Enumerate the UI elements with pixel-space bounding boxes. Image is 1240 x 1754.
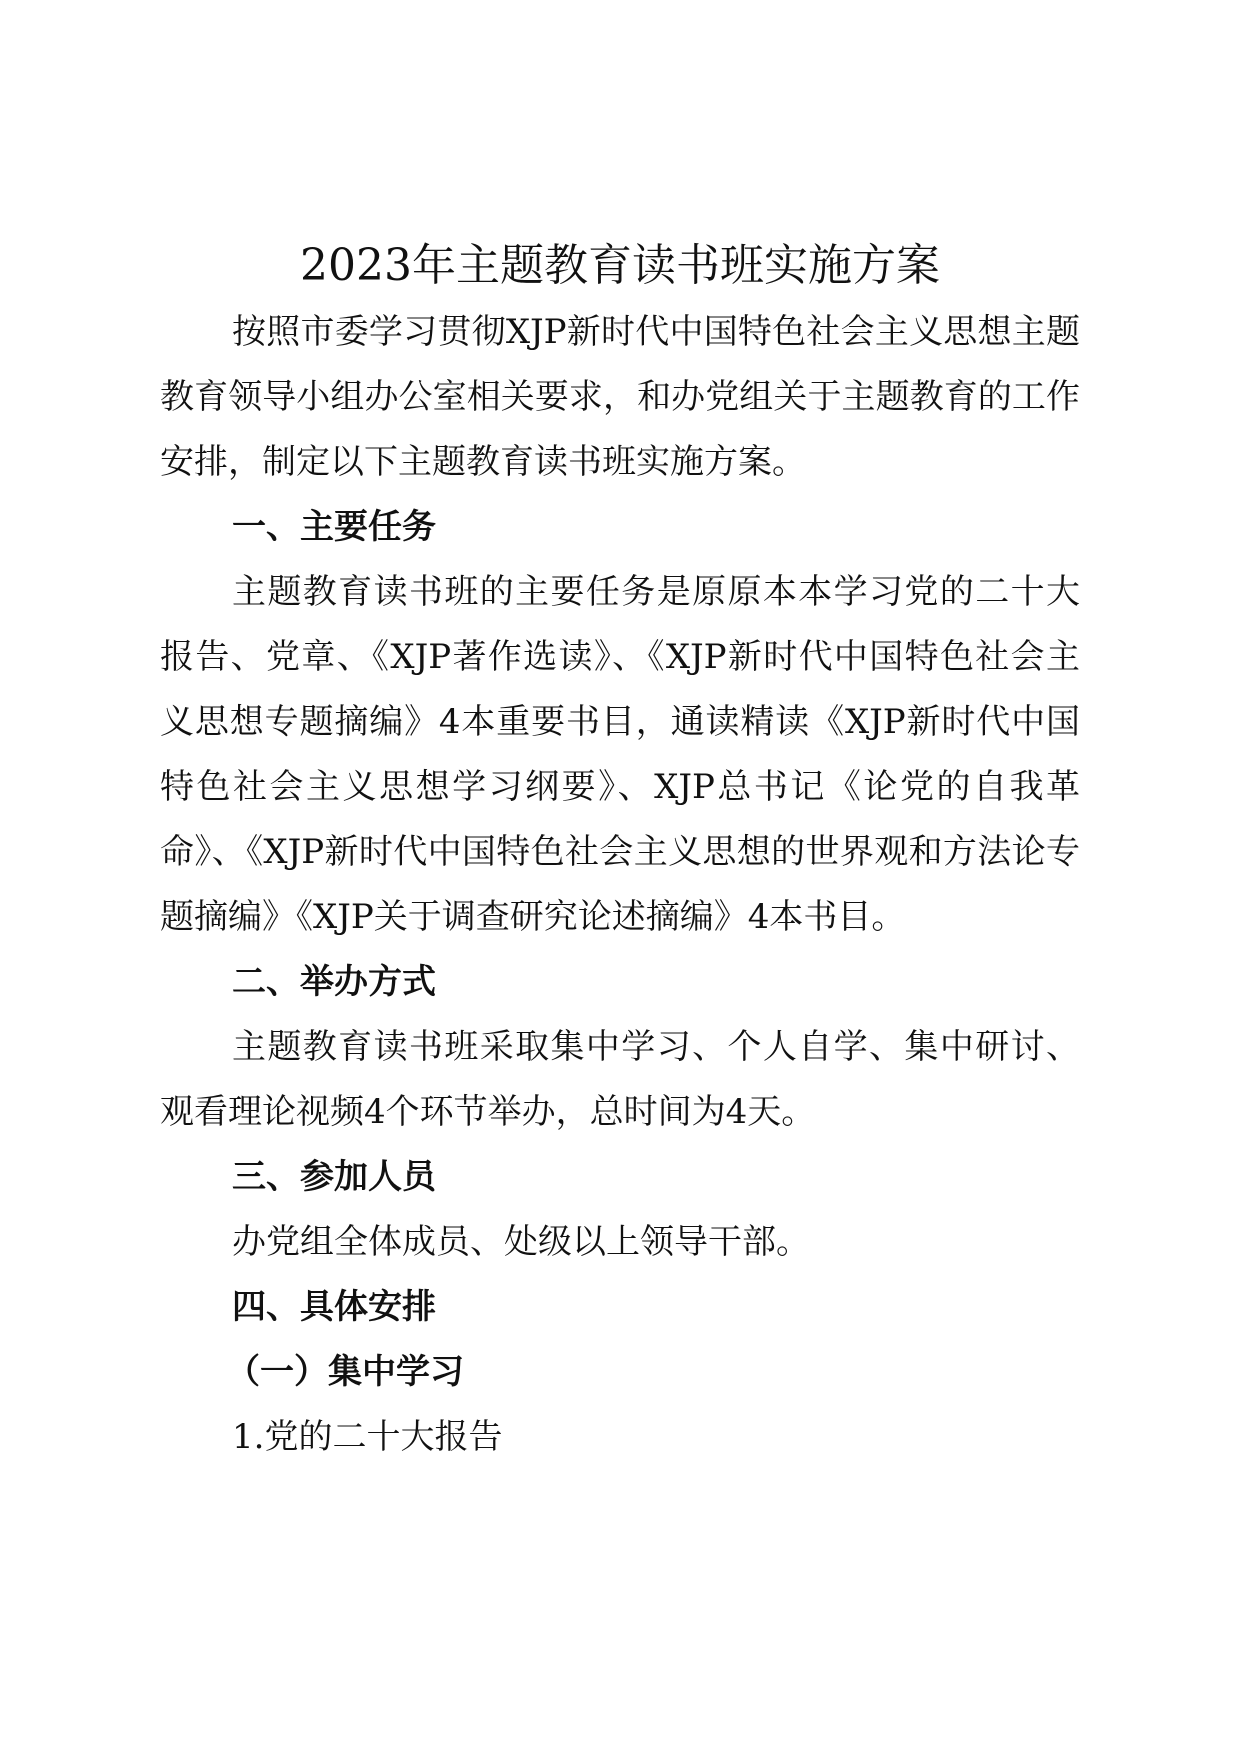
main-tasks-paragraph: 主题教育读书班的主要任务是原原本本学习党的二十大报告、党章、《XJP著作选读》、《XJP新时代中国特色社会主义思想专题摘编》4本重要书目，通读精读《XJP新时代中国特色社会主义思想学习纲要》、XJP总书记《论党的自我革命》、《XJP新时代中国特色社会主义思想的世界观和方法论专题摘编》《XJP关于调查研究论述摘编》4本书目。 <box>160 572 1080 937</box>
document-body <box>160 300 1080 1470</box>
participants-paragraph: 办党组全体成员、处级以上领导干部。 <box>232 1222 810 1262</box>
document-title: 2023年主题教育读书班实施方案 <box>300 240 940 291</box>
format-paragraph: 主题教育读书班采取集中学习、个人自学、集中研讨、观看理论视频4个环节举办，总时间为4天。 <box>160 1027 1080 1132</box>
section-heading-arrangements: 四、具体安排 <box>232 1287 436 1327</box>
intro-paragraph: 按照市委学习贯彻XJP新时代中国特色社会主义思想主题教育领导小组办公室相关要求，和办党组关于主题教育的工作安排，制定以下主题教育读书班实施方案。 <box>160 312 1080 482</box>
list-item: 1.党的二十大报告 <box>232 1417 503 1457</box>
section-heading-format: 二、举办方式 <box>232 962 436 1002</box>
section-heading-main-tasks: 一、主要任务 <box>232 507 436 547</box>
section-heading-participants: 三、参加人员 <box>232 1157 436 1197</box>
subsection-heading-centralized-study: （一）集中学习 <box>226 1352 464 1392</box>
